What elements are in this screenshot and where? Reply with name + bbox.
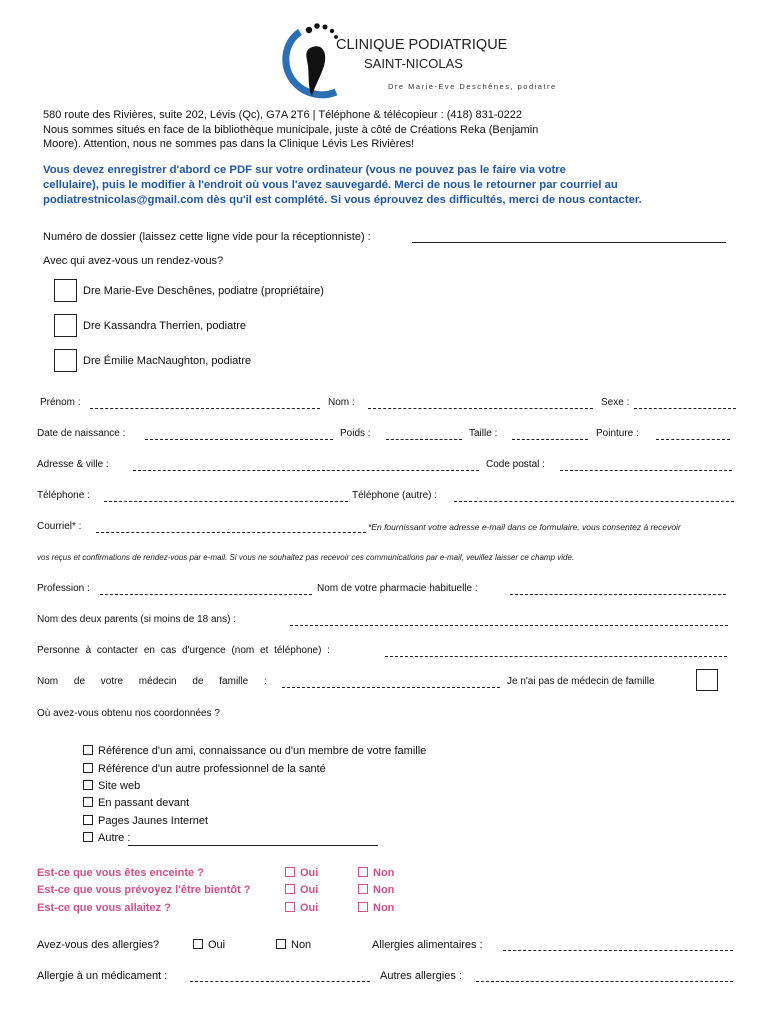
source-option-label: Référence d'un ami, connaissance ou d'un membre de votre famille: [98, 745, 427, 757]
date-naissance-label: Date de naissance :: [37, 428, 126, 439]
rdv-question: Avec qui avez-vous un rendez-vous?: [43, 255, 224, 267]
logo-title: CLINIQUE PODIATRIQUE: [336, 37, 508, 53]
source-option-5[interactable]: [83, 815, 208, 827]
pointure-field[interactable]: [656, 439, 730, 440]
location-line-2: Moore). Attention, nous ne sommes pas dans la Clinique Lévis Les Rivières!: [43, 138, 415, 150]
pointure-label: Pointure :: [596, 428, 639, 439]
adresse-label: Adresse & ville :: [37, 459, 109, 470]
allergie-medicament-field[interactable]: [190, 981, 370, 982]
pharmacie-label: Nom de votre pharmacie habituelle :: [317, 583, 478, 594]
source-option-label: Autre :: [98, 832, 131, 844]
source-option-4[interactable]: [83, 797, 189, 809]
dossier-label: Numéro de dossier (laissez cette ligne vide pour la réceptionniste) :: [43, 231, 371, 243]
checkbox-icon[interactable]: [285, 867, 295, 877]
parents-field[interactable]: [290, 625, 728, 626]
prenom-label: Prénom :: [40, 397, 81, 408]
source-option-6[interactable]: [83, 832, 130, 844]
rdv-option-3: Dre Émilie MacNaughton, podiatre: [83, 355, 252, 367]
nom-label: Nom :: [328, 397, 355, 408]
profession-field[interactable]: [100, 594, 312, 595]
footprint-logo-icon: [278, 20, 348, 100]
autres-allergies-label: Autres allergies :: [380, 970, 462, 982]
urgence-label: Personne à contacter en cas d'urgence (nom et téléphone) :: [37, 645, 330, 656]
source-option-label: Référence d'un autre professionnel de la santé: [98, 763, 326, 775]
source-option-label: Site web: [98, 780, 141, 792]
taille-label: Taille :: [469, 428, 498, 439]
poids-field[interactable]: [386, 439, 462, 440]
medecin-label: Nom de votre médecin de famille :: [37, 676, 267, 687]
telephone-label: Téléphone :: [37, 490, 90, 501]
medecin-field[interactable]: [282, 687, 500, 688]
nom-field[interactable]: [368, 408, 593, 409]
dossier-field[interactable]: [412, 242, 726, 243]
oui-label: Oui: [300, 902, 319, 914]
allergies-alimentaires-label: Allergies alimentaires :: [372, 939, 483, 951]
allergies-oui[interactable]: [193, 939, 225, 951]
pharmacie-field[interactable]: [510, 594, 726, 595]
pregnancy-question-1: Est-ce que vous êtes enceinte ?: [37, 867, 204, 879]
source-question: Où avez-vous obtenu nos coordonnées ?: [37, 708, 220, 719]
taille-field[interactable]: [512, 439, 588, 440]
pregnancy-question-2: Est-ce que vous prévoyez l'être bientôt ?: [37, 884, 251, 896]
allergies-question: Avez-vous des allergies?: [37, 939, 160, 951]
sexe-label: Sexe :: [601, 397, 630, 408]
courriel-note-2: vos reçus et confirmations de rendez-vous par e-mail. Si vous ne souhaitez pas recevoir ces communications par e-mail, veuillez laisser ce champ vide.: [37, 553, 575, 562]
non-label: Non: [373, 884, 395, 896]
rdv-checkbox-3[interactable]: [54, 349, 77, 372]
prenom-field[interactable]: [90, 408, 320, 409]
logo-subtitle: SAINT-NICOLAS: [364, 56, 463, 71]
checkbox-icon[interactable]: [83, 745, 93, 755]
courriel-note-1: *En fournissant votre adresse e-mail dans ce formulaire, vous consentez à recevoir: [368, 522, 681, 532]
code-postal-field[interactable]: [560, 470, 732, 471]
profession-label: Profession :: [37, 583, 90, 594]
pregnancy-non-2[interactable]: [358, 884, 394, 896]
rdv-option-2: Dre Kassandra Therrien, podiatre: [83, 320, 247, 332]
non-label: Non: [291, 939, 312, 951]
instructions-line-3: podiatrestnicolas@gmail.com dès qu'il est complété. Si vous éprouvez des difficultés, merci de nous contacter.: [43, 194, 642, 206]
instructions-line-1: Vous devez enregistrer d'abord ce PDF sur votre ordinateur (vous ne pouvez pas le faire via votre: [43, 164, 566, 176]
clinic-logo: [278, 20, 557, 100]
logo-tagline: Dre Marie-Eve Deschênes, podiatre: [388, 82, 557, 91]
autre-field[interactable]: [128, 845, 378, 846]
oui-label: Oui: [300, 867, 319, 879]
checkbox-icon[interactable]: [193, 939, 203, 949]
telephone-autre-field[interactable]: [454, 501, 734, 502]
checkbox-icon[interactable]: [83, 832, 93, 842]
telephone-autre-label: Téléphone (autre) :: [352, 490, 438, 501]
date-naissance-field[interactable]: [145, 439, 333, 440]
code-postal-label: Code postal :: [486, 459, 545, 470]
non-label: Non: [373, 902, 395, 914]
pregnancy-non-3[interactable]: [358, 902, 394, 914]
rdv-checkbox-1[interactable]: [54, 279, 77, 302]
source-option-1[interactable]: [83, 745, 426, 757]
source-option-3[interactable]: [83, 780, 140, 792]
checkbox-icon[interactable]: [83, 780, 93, 790]
oui-label: Oui: [208, 939, 226, 951]
autres-allergies-field[interactable]: [476, 981, 733, 982]
pas-medecin-label: Je n'ai pas de médecin de famille: [507, 676, 655, 687]
source-option-label: En passant devant: [98, 797, 190, 809]
instructions-line-2: cellulaire), puis le modifier à l'endroit où vous l'avez sauvegardé. Merci de nous le retourner par courriel au: [43, 179, 618, 191]
pregnancy-question-3: Est-ce que vous allaitez ?: [37, 902, 171, 914]
checkbox-icon[interactable]: [276, 939, 286, 949]
non-label: Non: [373, 867, 395, 879]
checkbox-icon[interactable]: [83, 815, 93, 825]
location-line-1: Nous sommes situés en face de la bibliothèque municipale, juste à côté de Créations Reka (Benjamin: [43, 124, 539, 136]
telephone-field[interactable]: [104, 501, 348, 502]
allergie-medicament-label: Allergie à un médicament :: [37, 970, 168, 982]
address-line: 580 route des Rivières, suite 202, Lévis (Qc), G7A 2T6 | Téléphone & télécopieur : (418) 831-0222: [43, 109, 522, 121]
source-option-2[interactable]: [83, 763, 326, 775]
allergies-non[interactable]: [276, 939, 311, 951]
rdv-option-1: Dre Marie-Eve Deschênes, podiatre (propriétaire): [83, 285, 324, 297]
poids-label: Poids :: [340, 428, 371, 439]
pregnancy-oui-1[interactable]: [285, 867, 318, 879]
checkbox-icon[interactable]: [83, 763, 93, 773]
rdv-checkbox-2[interactable]: [54, 314, 77, 337]
checkbox-icon[interactable]: [358, 902, 368, 912]
pregnancy-oui-3[interactable]: [285, 902, 318, 914]
courriel-field[interactable]: [96, 532, 366, 533]
checkbox-icon[interactable]: [285, 902, 295, 912]
sexe-field[interactable]: [634, 408, 736, 409]
checkbox-icon[interactable]: [285, 884, 295, 894]
checkbox-icon[interactable]: [358, 884, 368, 894]
pregnancy-non-1[interactable]: [358, 867, 394, 879]
checkbox-icon[interactable]: [358, 867, 368, 877]
allergies-alimentaires-field[interactable]: [503, 950, 733, 951]
parents-label: Nom des deux parents (si moins de 18 ans) :: [37, 614, 236, 625]
urgence-field[interactable]: [385, 656, 727, 657]
pregnancy-oui-2[interactable]: [285, 884, 318, 896]
checkbox-icon[interactable]: [83, 797, 93, 807]
source-option-label: Pages Jaunes Internet: [98, 815, 209, 827]
oui-label: Oui: [300, 884, 319, 896]
courriel-label: Courriel* :: [37, 521, 82, 532]
pas-medecin-checkbox[interactable]: [696, 669, 718, 691]
adresse-field[interactable]: [133, 470, 479, 471]
